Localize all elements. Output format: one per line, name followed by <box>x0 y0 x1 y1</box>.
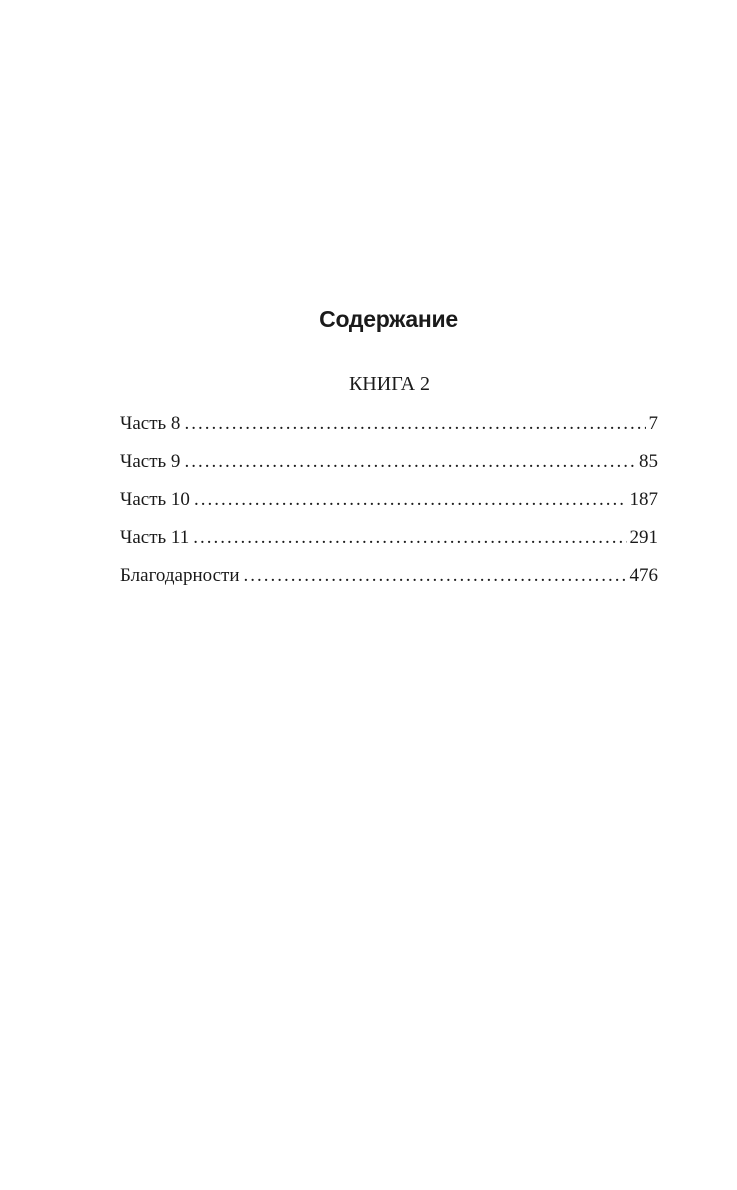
toc-entry-page: 187 <box>629 489 658 510</box>
toc-entry-label: Часть 9 <box>120 451 181 472</box>
toc-entry-part-10[interactable] <box>120 481 658 519</box>
dot-leader <box>193 519 626 557</box>
page-title: Содержание <box>319 306 458 332</box>
dot-leader <box>244 557 627 595</box>
toc-entry-page: 291 <box>629 527 658 548</box>
book-heading: КНИГА 2 <box>348 373 431 395</box>
dot-leader <box>184 443 636 481</box>
toc-entry-page: 7 <box>648 413 658 434</box>
toc-entry-part-9[interactable] <box>120 443 658 481</box>
toc-entry-part-8[interactable] <box>120 405 658 443</box>
table-of-contents <box>120 405 658 595</box>
dot-leader <box>194 481 627 519</box>
toc-entry-page: 85 <box>639 451 658 472</box>
dot-leader <box>184 405 645 443</box>
toc-entry-label: Часть 8 <box>120 413 181 434</box>
toc-entry-label: Часть 11 <box>120 527 190 548</box>
toc-entry-label: Часть 10 <box>120 489 190 510</box>
toc-entry-label: Благодарности <box>120 565 240 586</box>
toc-entry-part-11[interactable] <box>120 519 658 557</box>
toc-entry-page: 476 <box>629 565 658 586</box>
toc-entry-acknowledgements[interactable] <box>120 557 658 595</box>
